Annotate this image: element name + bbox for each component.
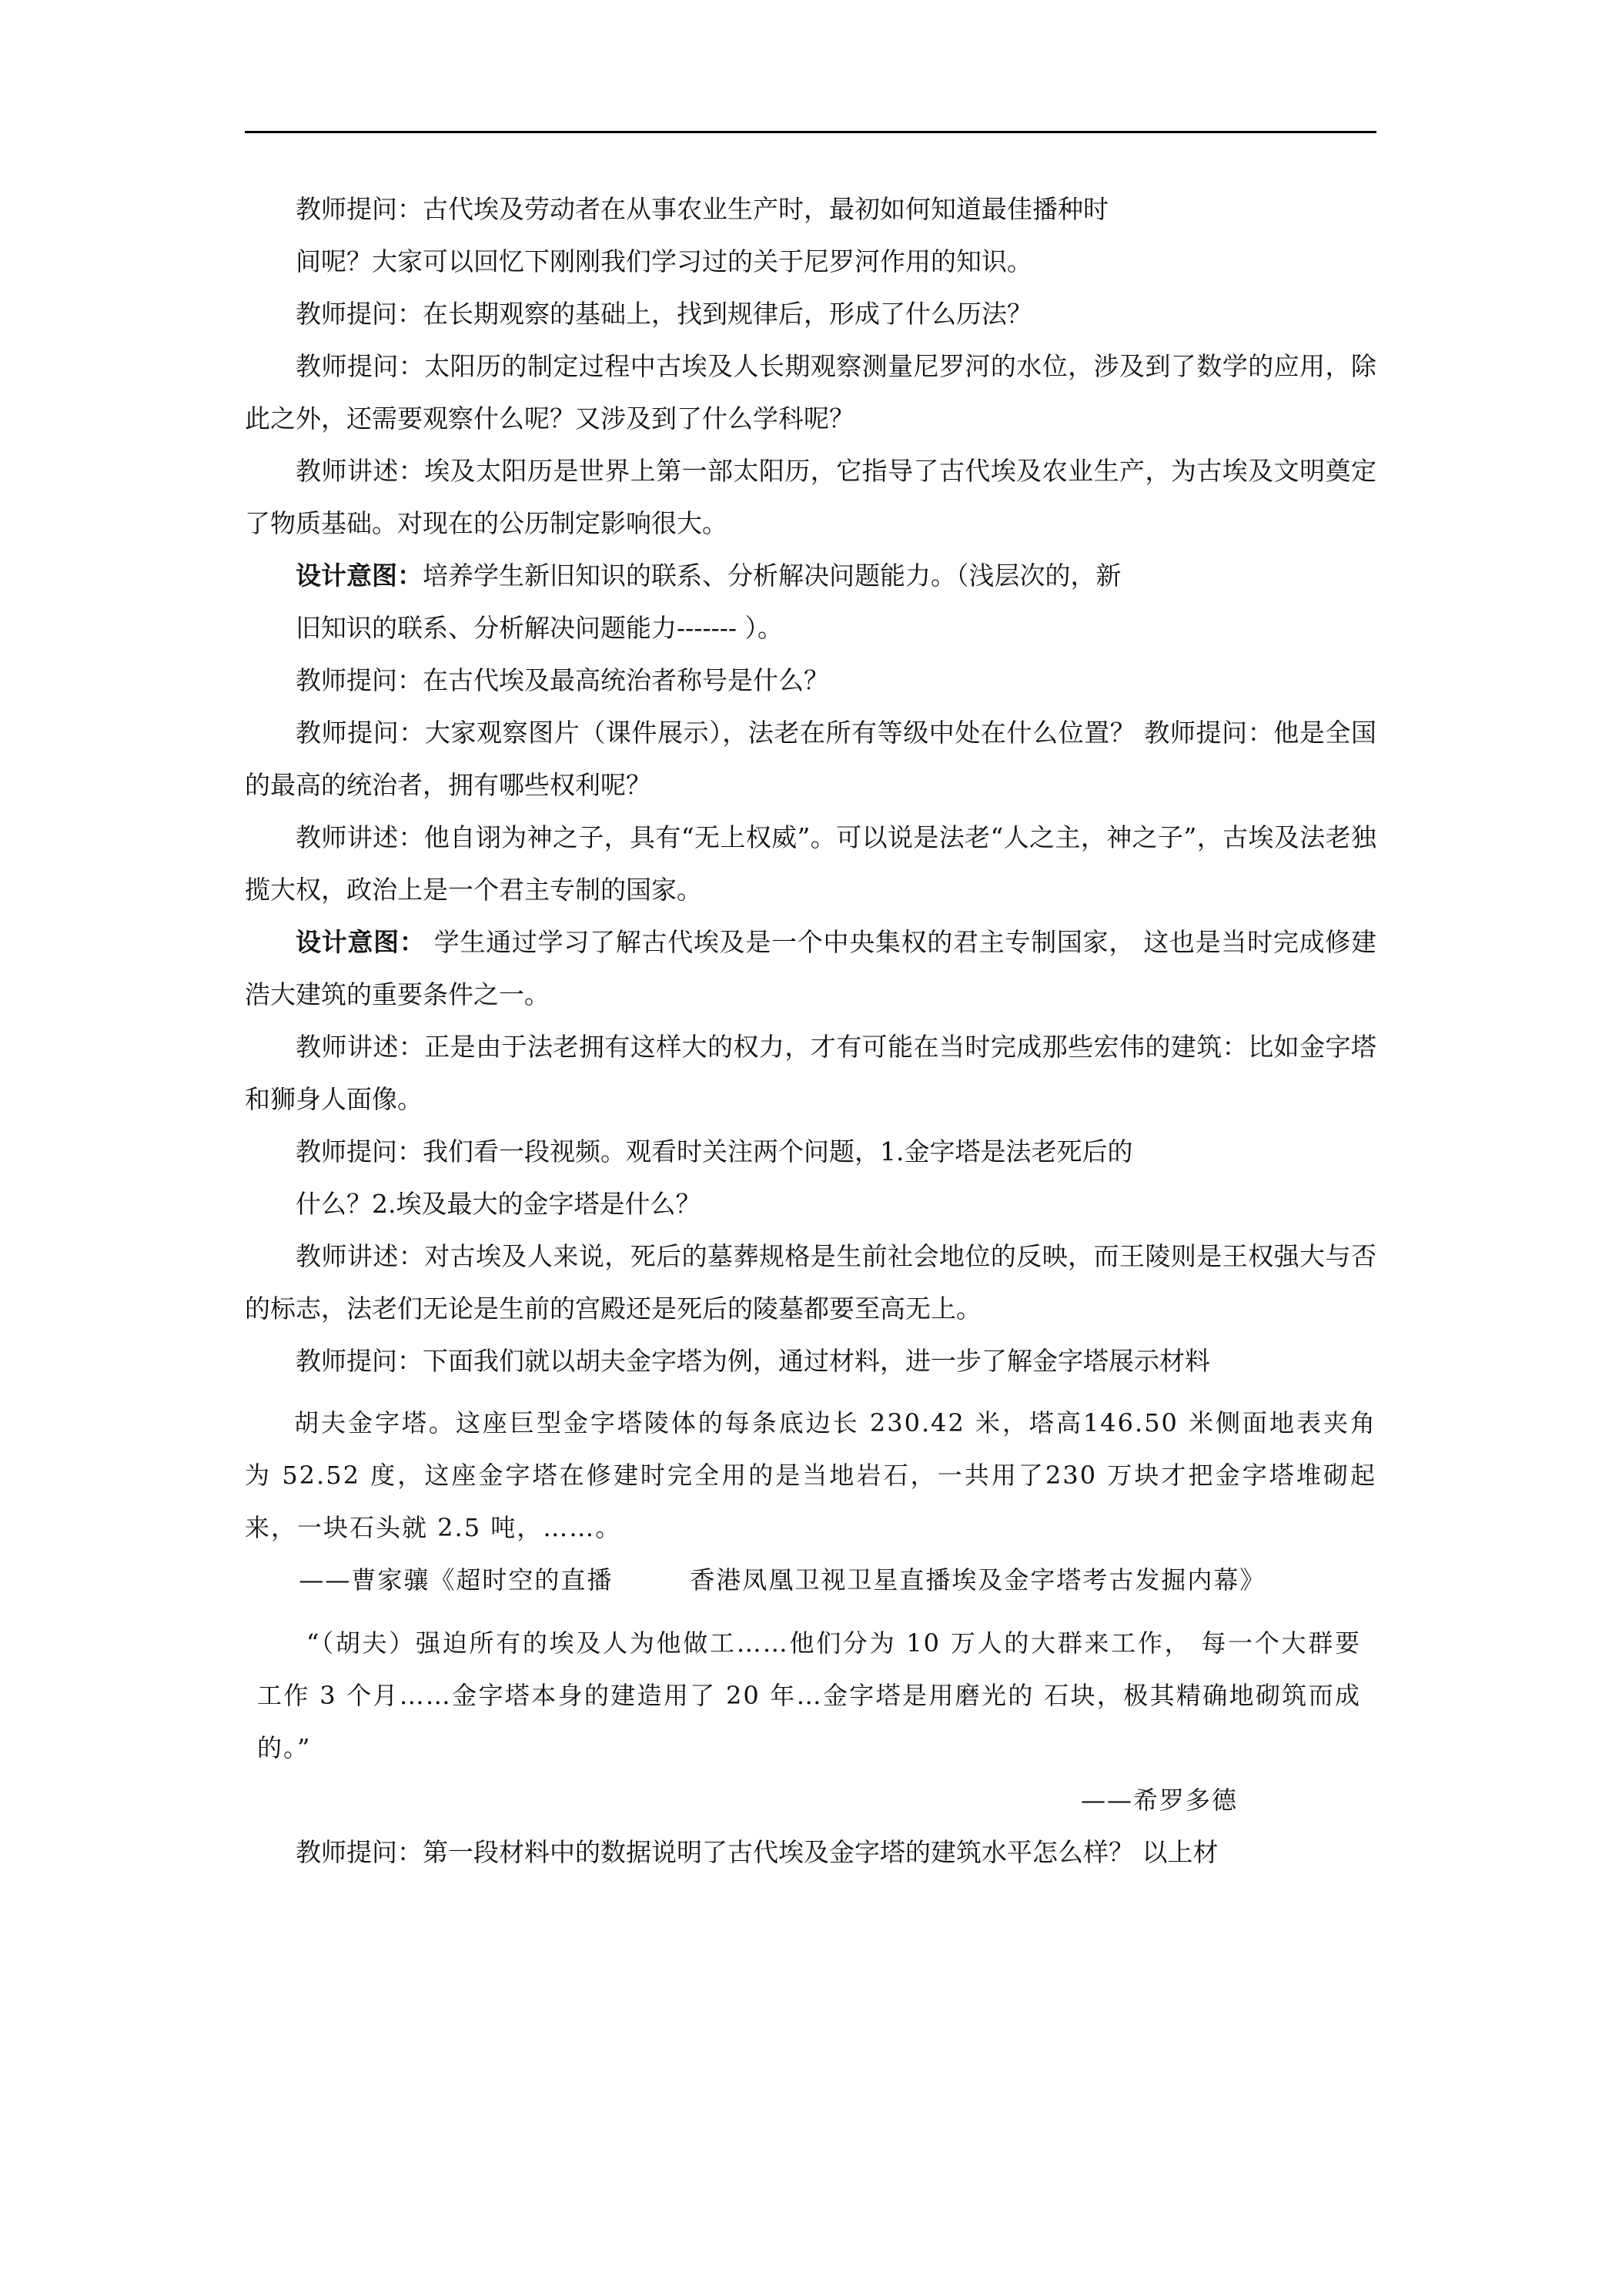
material-source-2: ——希罗多德 [1080,1786,1238,1815]
paragraph: 教师讲述：对古埃及人来说，死后的墓葬规格是生前社会地位的反映，而王陵则是王权强大与否的标志，法老们无论是生前的宫殿还是死后的陵墓都要至高无上。 [245,1241,1376,1324]
paragraph: 什么？2.埃及最大的金字塔是什么？ [296,1189,701,1219]
design-intent-label: 设计意图： [296,561,423,591]
paragraph: 教师提问：古代埃及劳动者在从事农业生产时，最初如何知道最佳播种时 [296,194,1109,224]
paragraph: 间呢？大家可以回忆下刚刚我们学习过的关于尼罗河作用的知识。 [296,246,1032,276]
paragraph: 教师提问：在长期观察的基础上，找到规律后，形成了什么历法？ [296,299,1032,329]
material-quote-2: “（胡夫）强迫所有的埃及人为他做工……他们分为 10 万人的大群来工作， 每一个大群要工作 3 个月……金字塔本身的建造用了 20 年…金字塔是用磨光的 石块，极其精确地砌筑而成的。” [257,1628,1361,1762]
material-source-1: ——曹家骧《超时空的直播 香港凤凰卫视卫星直播埃及金字塔考古发掘内幕》 [299,1565,1266,1595]
paragraph: 教师讲述：埃及太阳历是世界上第一部太阳历，它指导了古代埃及农业生产，为古埃及文明奠定了物质基础。对现在的公历制定影响很大。 [245,456,1376,538]
paragraph: 教师讲述：他自诩为神之子，具有“无上权威”。可以说是法老“人之主，神之子”，古埃及法老独揽大权，政治上是一个君主专制的国家。 [245,822,1376,905]
design-intent-paragraph: 设计意图： 学生通过学习了解古代埃及是一个中央集权的君主专制国家， 这也是当时完成修建浩大建筑的重要条件之一。 [245,927,1376,1009]
material-quote-1: 胡夫金字塔。这座巨型金字塔陵体的每条底边长 230.42 米，塔高146.50 米侧面地表夹角为 52.52 度，这座金字塔在修建时完全用的是当地岩石，一共用了230 万块才把金字塔堆砌起来，一块石头就 2.5 吨，……。 [245,1408,1376,1542]
paragraph: 旧知识的联系、分析解决问题能力------- ）。 [296,613,784,643]
paragraph: 教师讲述：正是由于法老拥有这样大的权力，才有可能在当时完成那些宏伟的建筑：比如金字塔和狮身人面像。 [245,1032,1376,1114]
design-intent-paragraph: 设计意图：培养学生新旧知识的联系、分析解决问题能力。（浅层次的，新 [296,561,1122,591]
paragraph: 教师提问：我们看一段视频。观看时关注两个问题，1.金字塔是法老死后的 [296,1136,1133,1166]
paragraph: 教师提问：大家观察图片（课件展示），法老在所有等级中处在什么位置？ 教师提问：他是全国的最高的统治者，拥有哪些权利呢？ [245,718,1376,800]
paragraph: 教师提问：在古代埃及最高统治者称号是什么？ [296,665,829,695]
header-rule [245,131,1376,133]
paragraph: 教师提问：第一段材料中的数据说明了古代埃及金字塔的建筑水平怎么样？ 以上材 [296,1837,1219,1867]
design-intent-label: 设计意图： [296,927,426,957]
page-content [245,183,1376,1879]
paragraph: 教师提问：太阳历的制定过程中古埃及人长期观察测量尼罗河的水位，涉及到了数学的应用，除此之外，还需要观察什么呢？又涉及到了什么学科呢？ [245,351,1376,433]
paragraph: 教师提问：下面我们就以胡夫金字塔为例，通过材料，进一步了解金字塔展示材料 [296,1346,1210,1376]
